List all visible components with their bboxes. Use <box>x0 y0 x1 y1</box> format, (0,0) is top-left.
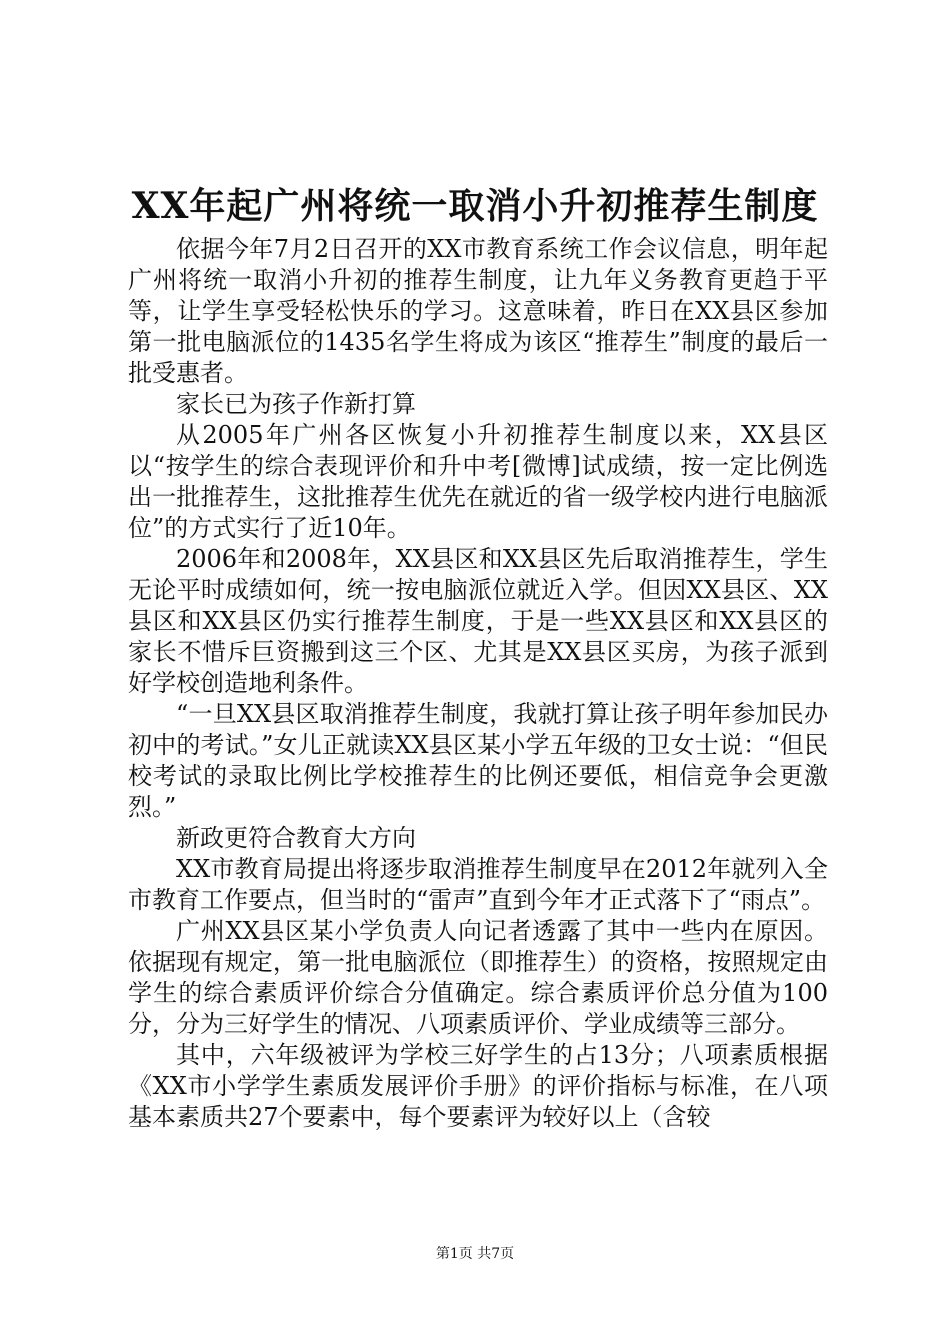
paragraph-1: 依据今年7月2日召开的XX市教育系统工作会议信息，明年起广州将统一取消小升初的推荐生制度，让九年义务教育更趋于平等，让学生享受轻松快乐的学习。这意味着，昨日在XX县区参加第一批电脑派位的1435名学生将成为该区“推荐生”制度的最后一批受惠者。 <box>128 235 828 387</box>
page-number-footer: 第1页 共7页 <box>435 1246 515 1262</box>
document-title: XX年起广州将统一取消小升初推荐生制度 <box>131 185 819 227</box>
paragraph-5: XX市教育局提出将逐步取消推荐生制度早在2012年就列入全市教育工作要点，但当时的“雷声”直到今年才正式落下了“雨点”。 <box>128 855 828 914</box>
paragraph-4-quote: “一旦XX县区取消推荐生制度，我就打算让孩子明年参加民办初中的考试。”女儿正就读XX县区某小学五年级的卫女士说：“但民校考试的录取比例比学校推荐生的比例还要低，相信竞争会更激烈。” <box>128 700 828 821</box>
paragraph-6: 广州XX县区某小学负责人向记者透露了其中一些内在原因。依据现有规定，第一批电脑派位（即推荐生）的资格，按照规定由学生的综合素质评价综合分值确定。综合素质评价总分值为100分，分为三好学生的情况、八项素质评价、学业成绩等三部分。 <box>128 917 828 1038</box>
paragraph-7: 其中，六年级被评为学校三好学生的占13分；八项素质根据《XX市小学学生素质发展评价手册》的评价指标与标准，在八项基本素质共27个要素中，每个要素评为较好以上（含较 <box>128 1041 828 1131</box>
paragraph-2: 从2005年广州各区恢复小升初推荐生制度以来，XX县区以“按学生的综合表现评价和升中考[微博]试成绩，按一定比例选出一批推荐生，这批推荐生优先在就近的省一级学校内进行电脑派位”的方式实行了近10年。 <box>128 421 828 542</box>
document-body <box>128 234 828 1133</box>
section-heading-new-policy: 新政更符合教育大方向 <box>176 824 416 852</box>
paragraph-3: 2006年和2008年，XX县区和XX县区先后取消推荐生，学生无论平时成绩如何，统一按电脑派位就近入学。但因XX县区、XX县区和XX县区仍实行推荐生制度，于是一些XX县区和XX县区的家长不惜斥巨资搬到这三个区、尤其是XX县区买房，为孩子派到好学校创造地利条件。 <box>128 545 828 697</box>
section-heading-parents: 家长已为孩子作新打算 <box>176 390 416 418</box>
